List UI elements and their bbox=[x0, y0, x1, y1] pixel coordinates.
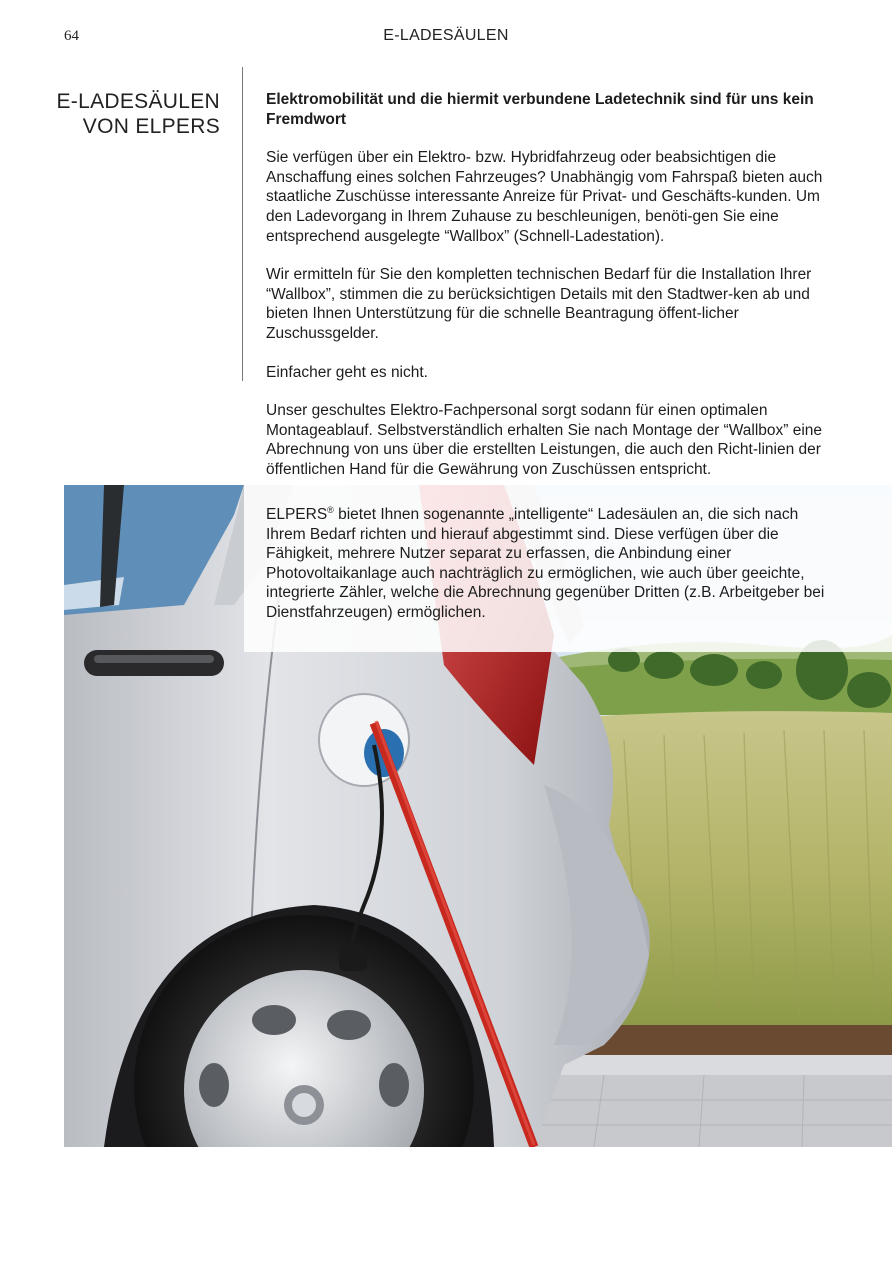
paragraph-4: Unser geschultes Elektro-Fachpersonal sorgt sodann für einen optimalen Montageablauf. Selbstverständlich erhalten Sie nach Montage der “Wallbox” eine Abrechnung von uns über die erstellten Leistungen, die auch den Richt-linien der öffentlichen Hand für die Gewährung von Zuschüssen entspricht. bbox=[266, 402, 823, 478]
paragraph-5-text: bietet Ihnen sogenannte „intelligente“ Ladesäulen an, die sich nach Ihrem Bedarf richten und hierauf abgestimmt sind. Diese verfügen über die Fähigkeit, mehrere Nutzer separat zu erfassen, die Anbindung einer Photovoltaikanlage auch nachträglich zu ermöglichen, wie auch über geeichte, integrierte Zähler, welche die Abrechnung gegenüber Dritten (z.B. Arbeitgeber bei Dienstfahrzeugen) ermöglichen. bbox=[266, 506, 825, 621]
paragraph-2: Wir ermitteln für Sie den kompletten technischen Bedarf für die Installation Ihrer “Wallbox”, stimmen die zu berücksichtigen Details mit den Stadtwer-ken ab und bieten Ihnen Unterstützung für die schnelle Beantragung öffent-licher Zuschussgelder. bbox=[266, 266, 812, 342]
section-title-line-1: E-LADESÄULEN bbox=[56, 90, 220, 113]
section-title bbox=[57, 89, 221, 139]
section-title-line-2: VON ELPERS bbox=[82, 115, 220, 138]
brand-name: ELPERS bbox=[266, 506, 328, 523]
body-text bbox=[266, 90, 841, 499]
running-header: E-LADESÄULEN bbox=[383, 27, 509, 44]
vertical-divider bbox=[242, 67, 243, 381]
page-number: 64 bbox=[64, 28, 79, 44]
lead-paragraph: Elektromobilität und die hiermit verbundene Ladetechnik sind für uns kein Fremdwort bbox=[266, 91, 814, 128]
paragraph-5 bbox=[266, 505, 826, 623]
paragraph-3: Einfacher geht es nicht. bbox=[266, 363, 428, 381]
registered-mark: ® bbox=[327, 504, 334, 515]
paragraph-1: Sie verfügen über ein Elektro- bzw. Hybridfahrzeug oder beabsichtigen die Anschaffung eines solchen Fahrzeuges? Unabhängig vom Fahrspaß bieten auch staatliche Zuschüsse interessante Anreize für Privat- und Geschäfts-kunden. Um den Ladevorgang in Ihrem Zuhause zu beschleunigen, benöti-gen Sie eine entsprechend ausgelegte “Wallbox” (Schnell-Ladestation). bbox=[266, 149, 823, 245]
